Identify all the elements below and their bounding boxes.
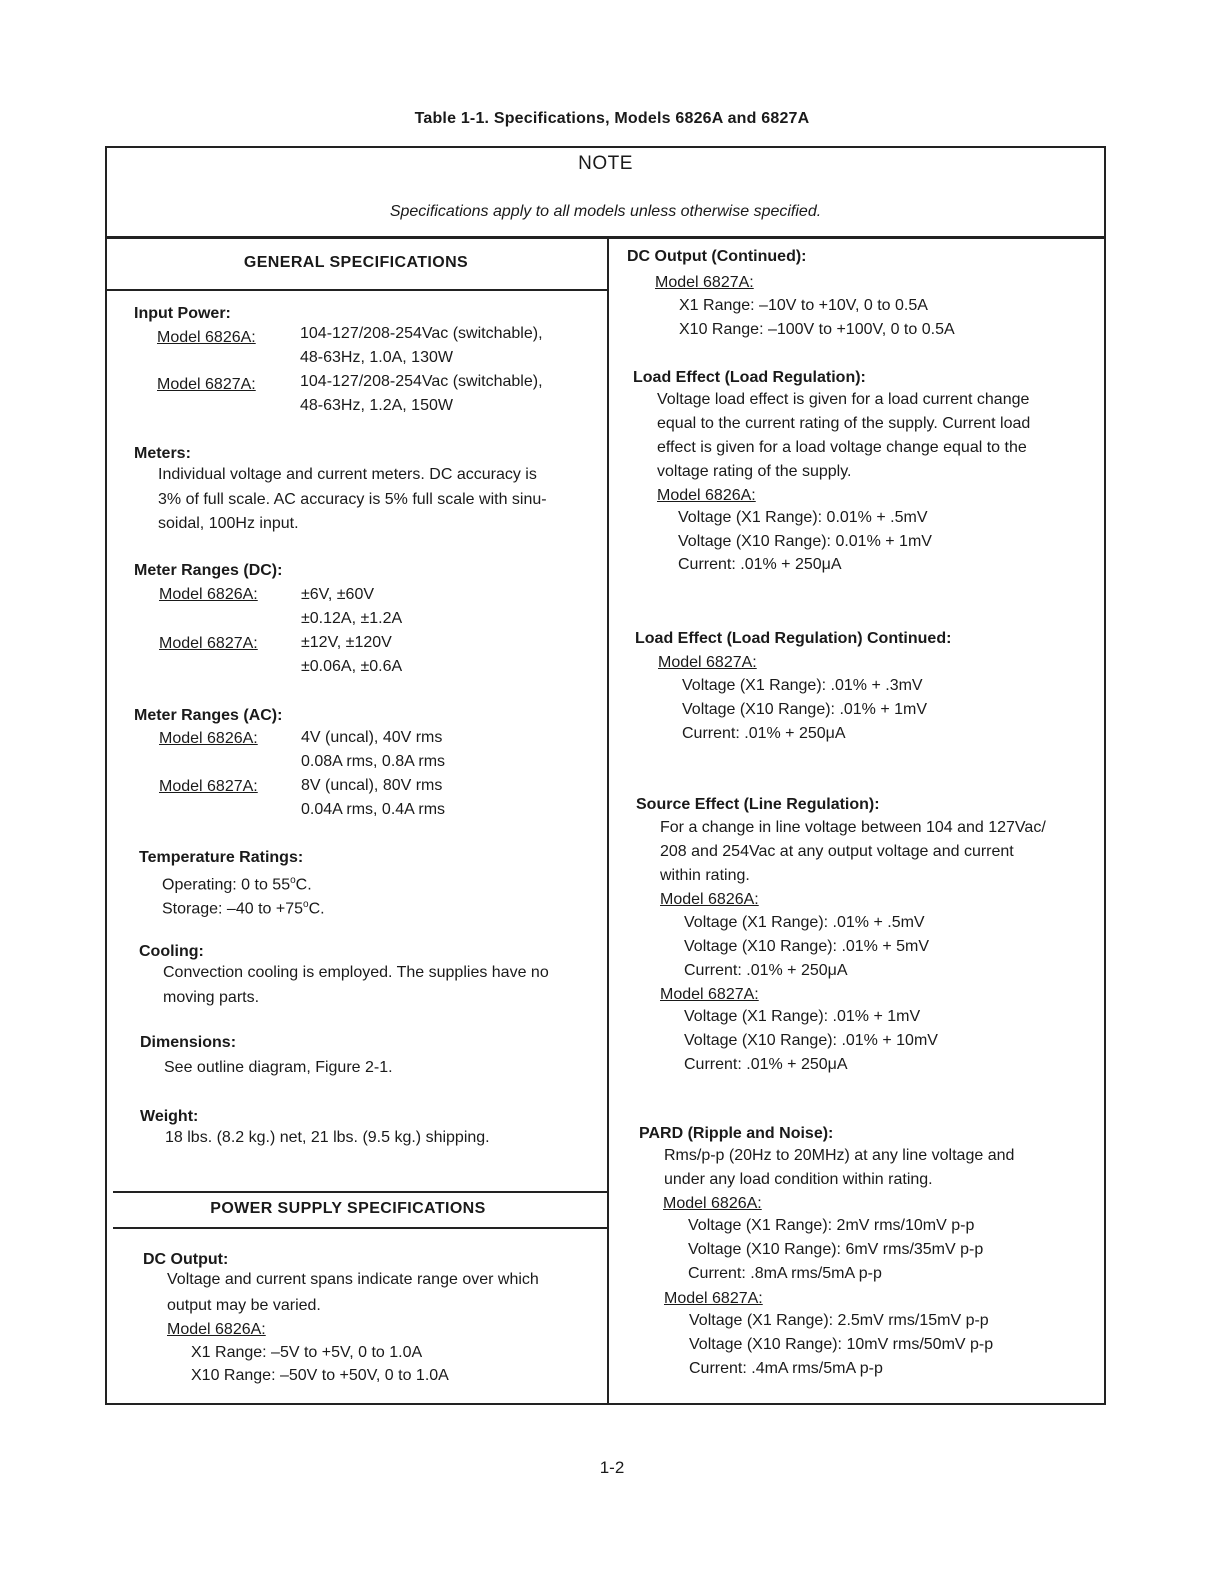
load-effect-6827a-voltage-x10: Voltage (X10 Range): .01% + 1mV — [682, 701, 928, 718]
source-effect-heading: Source Effect (Line Regulation): — [636, 796, 880, 813]
dc-output-heading: DC Output: — [143, 1251, 229, 1268]
cooling-line2: moving parts. — [163, 989, 260, 1006]
pard-6826a-voltage-x10: Voltage (X10 Range): 6mV rms/35mV p-p — [688, 1241, 984, 1258]
meter-ac-model-6827a: Model 6827A: — [159, 778, 258, 795]
meters-line2: 3% of full scale. AC accuracy is 5% full scale with sinu- — [158, 491, 547, 508]
table-title: Table 1-1. Specifications, Models 6826A and 6827A — [414, 110, 810, 127]
load-effect-continued-heading: Load Effect (Load Regulation) Continued: — [635, 630, 952, 647]
load-effect-6826a-voltage-x1: Voltage (X1 Range): 0.01% + .5mV — [678, 509, 928, 526]
cooling-line1: Convection cooling is employed. The supplies have no — [163, 964, 549, 981]
power-heading-rule-bottom — [113, 1227, 607, 1229]
source-effect-line1: For a change in line voltage between 104 and 127Vac/ — [660, 819, 1046, 836]
dc-output-6826a-x1: X1 Range: –5V to +5V, 0 to 1.0A — [191, 1344, 423, 1361]
source-effect-6827a-voltage-x1: Voltage (X1 Range): .01% + 1mV — [684, 1008, 921, 1025]
load-effect-line2: equal to the current rating of the supply. Current load — [657, 415, 1031, 432]
pard-line2: under any load condition within rating. — [664, 1171, 933, 1188]
pard-6827a-voltage-x10: Voltage (X10 Range): 10mV rms/50mV p-p — [689, 1336, 994, 1353]
weight-heading: Weight: — [140, 1108, 199, 1125]
meter-dc-model-6827a: Model 6827A: — [159, 635, 258, 652]
load-effect-6826a-current: Current: .01% + 250μA — [678, 556, 842, 573]
load-effect-heading: Load Effect (Load Regulation): — [633, 369, 866, 386]
dc-output-6827a-x10: X10 Range: –100V to +100V, 0 to 0.5A — [679, 321, 955, 338]
input-power-6827a-line1: 104-127/208-254Vac (switchable), — [300, 373, 543, 390]
cooling-heading: Cooling: — [139, 943, 204, 960]
meter-ac-model-6826a: Model 6826A: — [159, 730, 258, 747]
meter-ac-6827a-line2: 0.04A rms, 0.4A rms — [301, 801, 446, 818]
page-number: 1-2 — [599, 1458, 625, 1477]
note-divider — [105, 236, 1106, 239]
source-effect-6826a-current: Current: .01% + 250μA — [684, 962, 848, 979]
general-specifications-heading: GENERAL SPECIFICATIONS — [243, 254, 469, 271]
source-effect-model-6826a: Model 6826A: — [660, 891, 759, 908]
source-effect-6826a-voltage-x1: Voltage (X1 Range): .01% + .5mV — [684, 914, 925, 931]
temperature-storage: Storage: –40 to $+75^oC$. — [162, 899, 325, 918]
column-divider — [607, 236, 609, 1404]
meter-dc-model-6826a: Model 6826A: — [159, 586, 258, 603]
dc-output-model-6827a: Model 6827A: — [655, 274, 754, 291]
meter-ac-6826a-line1: 4V (uncal), 40V rms — [301, 729, 443, 746]
general-heading-rule — [105, 289, 607, 291]
source-effect-6827a-current: Current: .01% + 250μA — [684, 1056, 848, 1073]
meter-ac-6826a-line2: 0.08A rms, 0.8A rms — [301, 753, 446, 770]
dimensions-heading: Dimensions: — [140, 1034, 237, 1051]
load-effect-model-6827a: Model 6827A: — [658, 654, 757, 671]
load-effect-line4: voltage rating of the supply. — [657, 463, 852, 480]
meter-dc-6826a-line2: ±0.12A, ±1.2A — [301, 610, 403, 627]
input-power-model-6826a: Model 6826A: — [157, 329, 256, 346]
temperature-operating: Operating: 0 to 55$^o$C. — [162, 875, 312, 894]
dc-output-model-6826a: Model 6826A: — [167, 1321, 266, 1338]
meters-heading: Meters: — [134, 445, 191, 462]
pard-6827a-voltage-x1: Voltage (X1 Range): 2.5mV rms/15mV p-p — [689, 1312, 989, 1329]
meters-line3: soidal, 100Hz input. — [158, 515, 299, 532]
meter-ranges-ac-heading: Meter Ranges (AC): — [134, 707, 283, 724]
meters-line1: Individual voltage and current meters. DC accuracy is — [158, 466, 537, 483]
source-effect-line3: within rating. — [660, 867, 750, 884]
load-effect-model-6826a: Model 6826A: — [657, 487, 756, 504]
source-effect-line2: 208 and 254Vac at any output voltage and current — [660, 843, 1014, 860]
pard-model-6827a: Model 6827A: — [664, 1290, 763, 1307]
input-power-heading: Input Power: — [134, 305, 231, 322]
input-power-model-6827a: Model 6827A: — [157, 376, 256, 393]
dc-output-6826a-x10: X10 Range: –50V to +50V, 0 to 1.0A — [191, 1367, 449, 1384]
weight-line1: 18 lbs. (8.2 kg.) net, 21 lbs. (9.5 kg.) shipping. — [165, 1129, 490, 1146]
pard-heading: PARD (Ripple and Noise): — [639, 1125, 834, 1142]
meter-ac-6827a-line1: 8V (uncal), 80V rms — [301, 777, 443, 794]
power-supply-specifications-heading: POWER SUPPLY SPECIFICATIONS — [210, 1200, 486, 1217]
input-power-6826a-line2: 48-63Hz, 1.0A, 130W — [300, 349, 453, 366]
meter-ranges-dc-heading: Meter Ranges (DC): — [134, 562, 283, 579]
pard-line1: Rms/p-p (20Hz to 20MHz) at any line voltage and — [664, 1147, 1015, 1164]
dc-output-continued-heading: DC Output (Continued): — [627, 248, 807, 265]
source-effect-model-6827a: Model 6827A: — [660, 986, 759, 1003]
temperature-heading: Temperature Ratings: — [139, 849, 304, 866]
pard-model-6826a: Model 6826A: — [663, 1195, 762, 1212]
input-power-6826a-line1: 104-127/208-254Vac (switchable), — [300, 325, 543, 342]
source-effect-6827a-voltage-x10: Voltage (X10 Range): .01% + 10mV — [684, 1032, 938, 1049]
pard-6827a-current: Current: .4mA rms/5mA p-p — [689, 1360, 883, 1377]
pard-6826a-current: Current: .8mA rms/5mA p-p — [688, 1265, 882, 1282]
meter-dc-6827a-line2: ±0.06A, ±0.6A — [301, 658, 403, 675]
load-effect-line3: effect is given for a load voltage change equal to the — [657, 439, 1027, 456]
source-effect-6826a-voltage-x10: Voltage (X10 Range): .01% + 5mV — [684, 938, 930, 955]
load-effect-6827a-current: Current: .01% + 250μA — [682, 725, 846, 742]
input-power-6827a-line2: 48-63Hz, 1.2A, 150W — [300, 397, 453, 414]
note-text: Specifications apply to all models unless otherwise specified. — [389, 203, 822, 220]
dc-output-6827a-x1: X1 Range: –10V to +10V, 0 to 0.5A — [679, 297, 928, 314]
meter-dc-6826a-line1: ±6V, ±60V — [301, 586, 375, 603]
load-effect-line1: Voltage load effect is given for a load current change — [657, 391, 1030, 408]
dc-output-line1: Voltage and current spans indicate range over which — [167, 1271, 539, 1288]
load-effect-6827a-voltage-x1: Voltage (X1 Range): .01% + .3mV — [682, 677, 923, 694]
meter-dc-6827a-line1: ±12V, ±120V — [301, 634, 392, 651]
load-effect-6826a-voltage-x10: Voltage (X10 Range): 0.01% + 1mV — [678, 533, 932, 550]
dc-output-line2: output may be varied. — [167, 1297, 321, 1314]
note-heading: NOTE — [578, 153, 633, 174]
pard-6826a-voltage-x1: Voltage (X1 Range): 2mV rms/10mV p-p — [688, 1217, 975, 1234]
dimensions-line1: See outline diagram, Figure 2-1. — [164, 1059, 393, 1076]
power-heading-rule-top — [113, 1191, 607, 1193]
